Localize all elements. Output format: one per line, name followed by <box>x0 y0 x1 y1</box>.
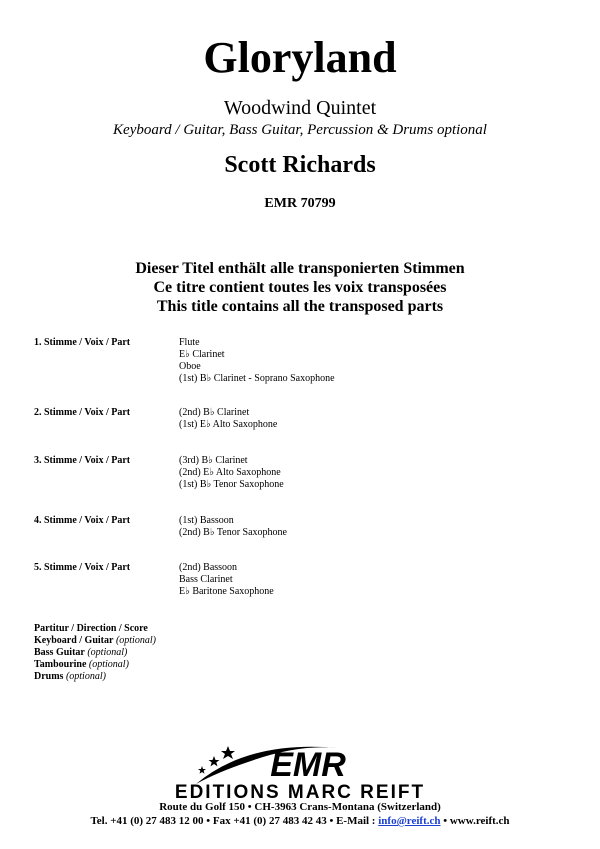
part-label: 2. Stimme / Voix / Part <box>34 407 131 418</box>
instrument-name: (1st) Bassoon <box>179 515 234 526</box>
transposed-parts-notice <box>0 259 600 316</box>
additional-part <box>34 671 156 683</box>
optional-instrumentation: Keyboard / Guitar, Bass Guitar, Percussion & Drums optional <box>113 122 487 138</box>
part-instruments <box>179 337 335 385</box>
additional-parts-list <box>34 623 156 683</box>
part-instruments <box>179 562 274 598</box>
instrument-name: (1st) B♭ Clarinet - Soprano Saxophone <box>179 373 335 384</box>
instrument-name: Oboe <box>179 361 201 372</box>
part-name: Keyboard / Guitar <box>34 635 114 646</box>
website-text: • www.reift.ch <box>440 815 510 827</box>
instrument-name: E♭ Clarinet <box>179 349 225 360</box>
instrument-name: (2nd) E♭ Alto Saxophone <box>179 467 281 478</box>
instrument-name: E♭ Baritone Saxophone <box>179 586 274 597</box>
part-instruments <box>179 515 287 539</box>
part-instruments <box>179 455 284 491</box>
part-name: Bass Guitar <box>34 647 85 658</box>
composer-name: Scott Richards <box>224 152 376 178</box>
star-icon <box>198 766 206 774</box>
optional-note: (optional) <box>115 635 156 646</box>
part-label: 4. Stimme / Voix / Part <box>34 515 131 526</box>
instrument-name: (3rd) B♭ Clarinet <box>179 455 248 466</box>
optional-note: (optional) <box>87 647 128 658</box>
part-instruments <box>179 407 277 431</box>
publisher-contact <box>0 814 600 828</box>
publisher-name: EDITIONS MARC REIFT <box>174 782 426 803</box>
catalog-number: EMR 70799 <box>264 196 336 211</box>
instrument-name: (2nd) B♭ Clarinet <box>179 407 250 418</box>
additional-part <box>34 623 156 635</box>
instrument-name: (1st) B♭ Tenor Saxophone <box>179 479 284 490</box>
notice-french: Ce titre contient toutes les voix transposées <box>153 279 447 296</box>
instrument-name: (2nd) B♭ Tenor Saxophone <box>179 527 287 538</box>
part-name: Drums <box>34 671 64 682</box>
page-title: Gloryland <box>203 33 397 82</box>
subtitle: Woodwind Quintet <box>223 97 377 119</box>
part-label: 5. Stimme / Voix / Part <box>34 562 131 573</box>
additional-part <box>34 659 156 671</box>
part-name: Tambourine <box>34 659 87 670</box>
email-link[interactable]: info@reift.ch <box>378 815 441 827</box>
optional-note: (optional) <box>88 659 129 670</box>
part-label: 3. Stimme / Voix / Part <box>34 455 131 466</box>
notice-english: This title contains all the transposed parts <box>156 298 444 315</box>
instrument-name: (1st) E♭ Alto Saxophone <box>179 419 278 430</box>
notice-german: Dieser Titel enthält alle transponierten Stimmen <box>135 260 465 277</box>
publisher-address: Route du Golf 150 • CH-3963 Crans-Montana (Switzerland) <box>159 801 441 813</box>
part-label: 1. Stimme / Voix / Part <box>34 337 131 348</box>
star-icon <box>221 746 235 759</box>
logo-text: EMR <box>270 746 346 784</box>
additional-part <box>34 647 156 659</box>
instrument-name: (2nd) Bassoon <box>179 562 238 573</box>
additional-part <box>34 635 156 647</box>
contact-details: Tel. +41 (0) 27 483 12 00 • Fax +41 (0) 27 483 42 43 • E-Mail : <box>90 815 379 827</box>
part-name: Partitur / Direction / Score <box>34 623 148 634</box>
optional-note: (optional) <box>65 671 106 682</box>
instrument-name: Bass Clarinet <box>179 574 233 585</box>
instrument-name: Flute <box>179 337 200 348</box>
star-icon <box>209 756 220 766</box>
